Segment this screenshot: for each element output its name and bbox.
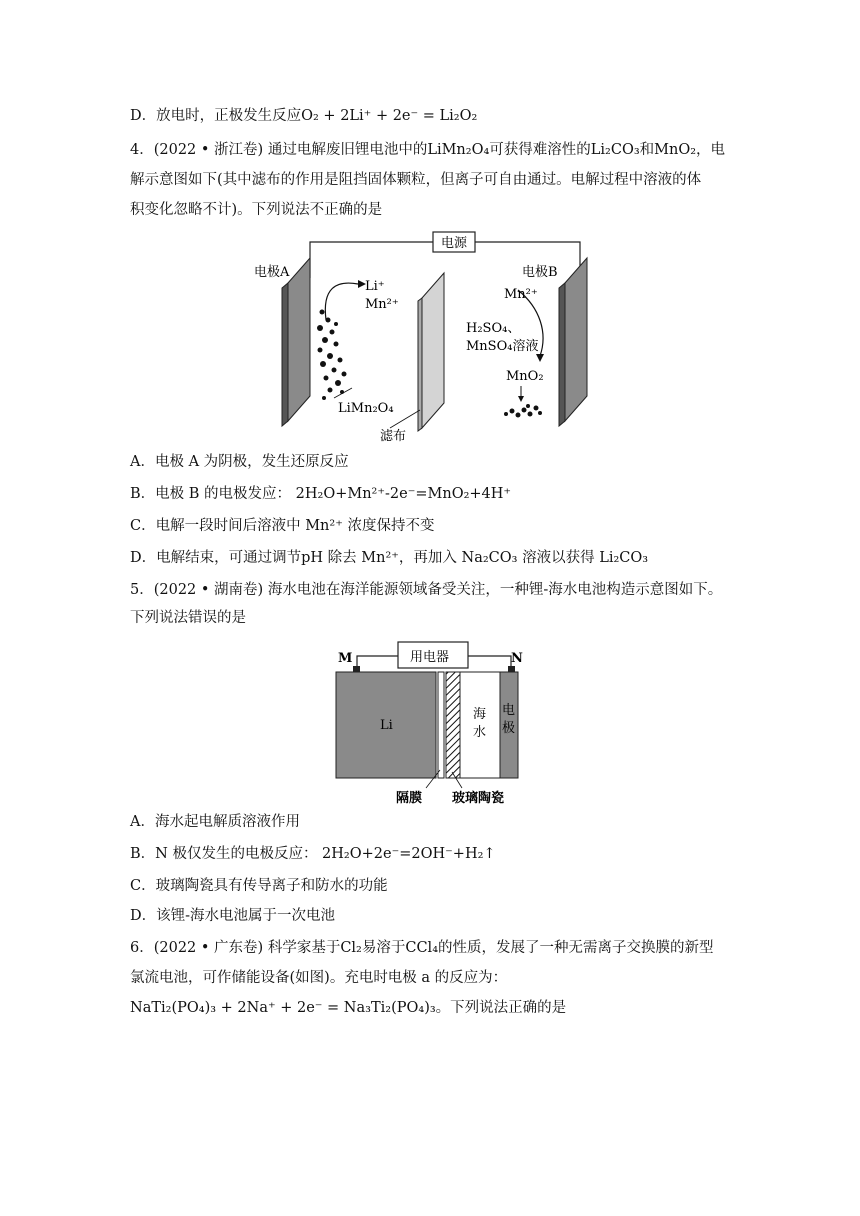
q5-option-c: C．玻璃陶瓷具有传导离子和防水的功能	[130, 878, 388, 894]
n-terminal-label: N	[511, 651, 523, 666]
q4-stem-1: 4．(2022 • 浙江卷) 通过电解废旧锂电池中的LiMn₂O₄可获得难溶性的Li₂CO₃和MnO₂，电	[130, 142, 726, 158]
mn-ion-label-b: Mn²⁺	[504, 287, 538, 302]
seawater-label-1: 海	[473, 707, 487, 722]
membrane-label: 隔膜	[396, 791, 423, 806]
li-ion-label: Li⁺	[365, 279, 385, 294]
q3-option-d: D．放电时，正极发生反应O₂ + 2Li⁺ + 2e⁻ = Li₂O₂	[130, 108, 478, 124]
mno2-label: MnO₂	[506, 369, 544, 384]
electrode-label-2: 极	[502, 721, 516, 736]
power-label: 电源	[441, 236, 468, 251]
solution-label-2: MnSO₄溶液	[466, 339, 539, 354]
q4-option-a: A．电极 A 为阴极，发生还原反应	[130, 454, 349, 470]
device-label: 用电器	[410, 650, 450, 665]
electrode-label-1: 电	[502, 703, 516, 718]
mn-ion-label-a: Mn²⁺	[365, 297, 399, 312]
q5-stem-1: 5．(2022 • 湖南卷) 海水电池在海洋能源领域备受关注，一种锂-海水电池构造示意图如下。	[130, 582, 723, 598]
seawater-label-2: 水	[473, 725, 487, 740]
filter-label: 滤布	[380, 429, 407, 444]
q5-stem-2: 下列说法错误的是	[130, 610, 246, 626]
q4-stem-3: 积变化忽略不计)。下列说法不正确的是	[130, 202, 383, 218]
q5-option-d: D．该锂-海水电池属于一次电池	[130, 908, 336, 924]
q4-option-c: C．电解一段时间后溶液中 Mn²⁺ 浓度保持不变	[130, 518, 435, 534]
q4-option-d: D．电解结束，可通过调节pH 除去 Mn²⁺，再加入 Na₂CO₃ 溶液以获得 Li₂CO₃	[130, 550, 649, 566]
seawater-battery-diagram	[330, 634, 530, 806]
q4-stem-2: 解示意图如下(其中滤布的作用是阻挡固体颗粒，但离子可自由通过。电解过程中溶液的体	[130, 172, 702, 188]
li-label: Li	[380, 718, 393, 733]
glass-ceramic-label: 玻璃陶瓷	[452, 791, 505, 806]
solution-label-1: H₂SO₄、	[466, 321, 521, 336]
q5-option-b: B．N 极仅发生的电极反应： 2H₂O+2e⁻=2OH⁻+H₂↑	[130, 846, 496, 862]
electrode-b-label: 电极B	[522, 265, 558, 280]
limn2o4-label: LiMn₂O₄	[338, 401, 394, 416]
electrolysis-diagram	[240, 228, 620, 450]
q5-option-a: A．海水起电解质溶液作用	[130, 814, 300, 830]
q4-option-b: B．电极 B 的电极发应： 2H₂O+Mn²⁺-2e⁻=MnO₂+4H⁺	[130, 486, 512, 502]
q6-stem-1: 6．(2022 • 广东卷) 科学家基于Cl₂易溶于CCl₄的性质，发展了一种无需离子交换膜的新型	[130, 940, 714, 956]
m-terminal-label: M	[338, 651, 353, 666]
q6-stem-2: 氯流电池，可作储能设备(如图)。充电时电极 a 的反应为：	[130, 970, 508, 986]
electrode-a-label: 电极A	[254, 265, 290, 280]
q6-stem-3: NaTi₂(PO₄)₃ + 2Na⁺ + 2e⁻ = Na₃Ti₂(PO₄)₃。下列说法正确的是	[130, 1000, 567, 1016]
